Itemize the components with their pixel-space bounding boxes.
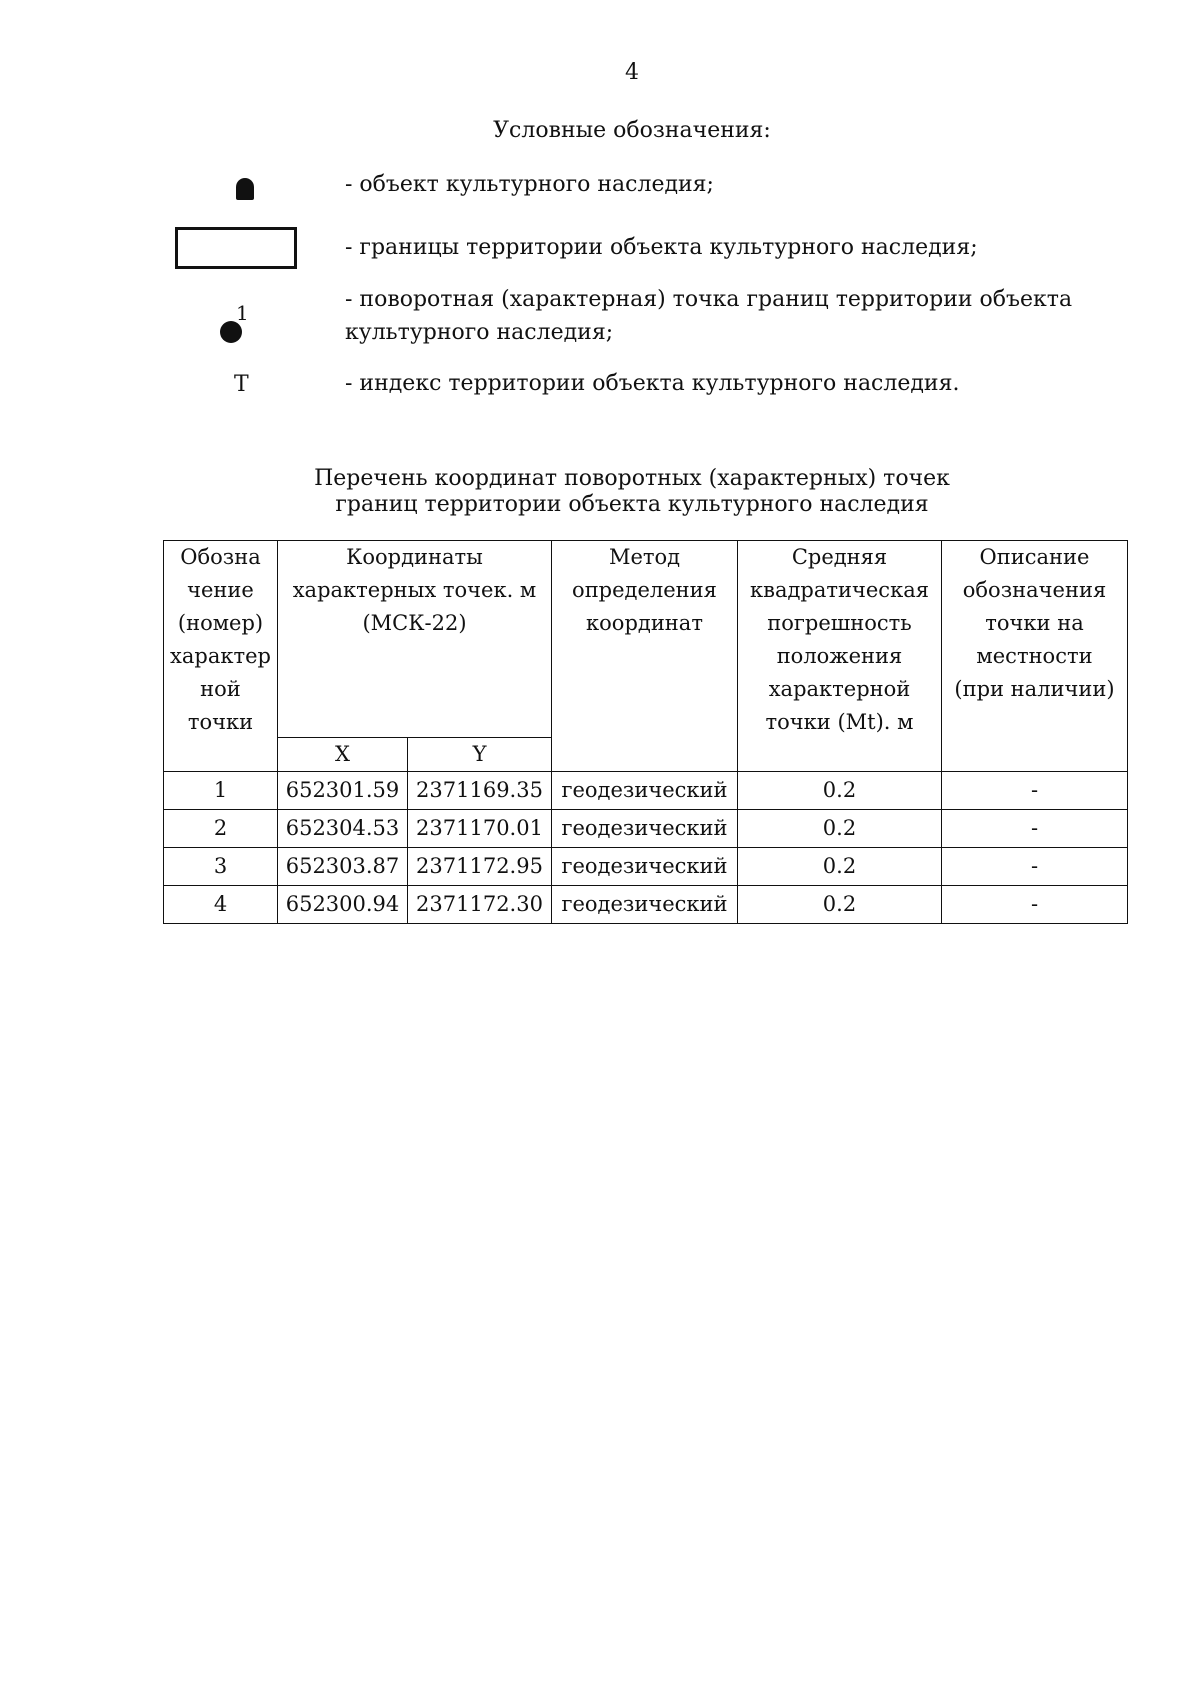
header-x: Х bbox=[278, 738, 408, 772]
monument-icon bbox=[236, 178, 254, 200]
legend-text: - границы территории объекта культурного наследия; bbox=[345, 235, 978, 260]
cell-y: 2371170.01 bbox=[408, 810, 552, 848]
cell-method: геодезический bbox=[552, 848, 738, 886]
header-method: Метод определения координат bbox=[552, 541, 738, 772]
legend-text: - индекс территории объекта культурного наследия. bbox=[345, 371, 960, 396]
cell-y: 2371169.35 bbox=[408, 772, 552, 810]
boundary-rectangle-icon bbox=[175, 227, 297, 269]
table-row bbox=[164, 772, 1128, 810]
header-designation: Обозна чение (номер) характер ной точки bbox=[164, 541, 278, 772]
cell-x: 652301.59 bbox=[278, 772, 408, 810]
cell-description: - bbox=[942, 772, 1128, 810]
cell-method: геодезический bbox=[552, 886, 738, 924]
cell-description: - bbox=[942, 810, 1128, 848]
cell-y: 2371172.95 bbox=[408, 848, 552, 886]
legend-text: - поворотная (характерная) точка границ территории объекта культурного наследия; bbox=[345, 287, 1073, 345]
cell-number: 1 bbox=[164, 772, 278, 810]
legend-text: - объект культурного наследия; bbox=[345, 172, 714, 197]
cell-x: 652300.94 bbox=[278, 886, 408, 924]
table-title bbox=[0, 466, 1200, 518]
legend-heading: Условные обозначения: bbox=[493, 118, 771, 143]
header-coordinates: Координаты характерных точек. м (МСК-22) bbox=[278, 541, 552, 738]
point-number: 1 bbox=[236, 301, 249, 325]
turning-point-icon bbox=[220, 301, 260, 347]
cell-method: геодезический bbox=[552, 810, 738, 848]
header-y: Y bbox=[408, 738, 552, 772]
cell-description: - bbox=[942, 848, 1128, 886]
cell-number: 4 bbox=[164, 886, 278, 924]
table-row bbox=[164, 848, 1128, 886]
cell-error: 0.2 bbox=[738, 848, 942, 886]
page-number: 4 bbox=[625, 60, 639, 85]
table-row bbox=[164, 886, 1128, 924]
header-description: Описание обозначения точки на местности (при наличии) bbox=[942, 541, 1128, 772]
cell-x: 652304.53 bbox=[278, 810, 408, 848]
coordinates-table bbox=[163, 540, 1128, 924]
territory-index-icon: Т bbox=[234, 372, 249, 397]
table-title-line-1: Перечень координат поворотных (характерных) точек bbox=[314, 466, 950, 491]
legend-item-turning-point bbox=[0, 283, 1200, 345]
table-title-line-2: границ территории объекта культурного наследия bbox=[335, 492, 929, 517]
cell-x: 652303.87 bbox=[278, 848, 408, 886]
cell-number: 2 bbox=[164, 810, 278, 848]
cell-description: - bbox=[942, 886, 1128, 924]
cell-y: 2371172.30 bbox=[408, 886, 552, 924]
cell-error: 0.2 bbox=[738, 810, 942, 848]
header-error: Средняя квадратическая погрешность положения характерной точки (Mt). м bbox=[738, 541, 942, 772]
cell-error: 0.2 bbox=[738, 886, 942, 924]
cell-number: 3 bbox=[164, 848, 278, 886]
table-row bbox=[164, 810, 1128, 848]
cell-error: 0.2 bbox=[738, 772, 942, 810]
cell-method: геодезический bbox=[552, 772, 738, 810]
